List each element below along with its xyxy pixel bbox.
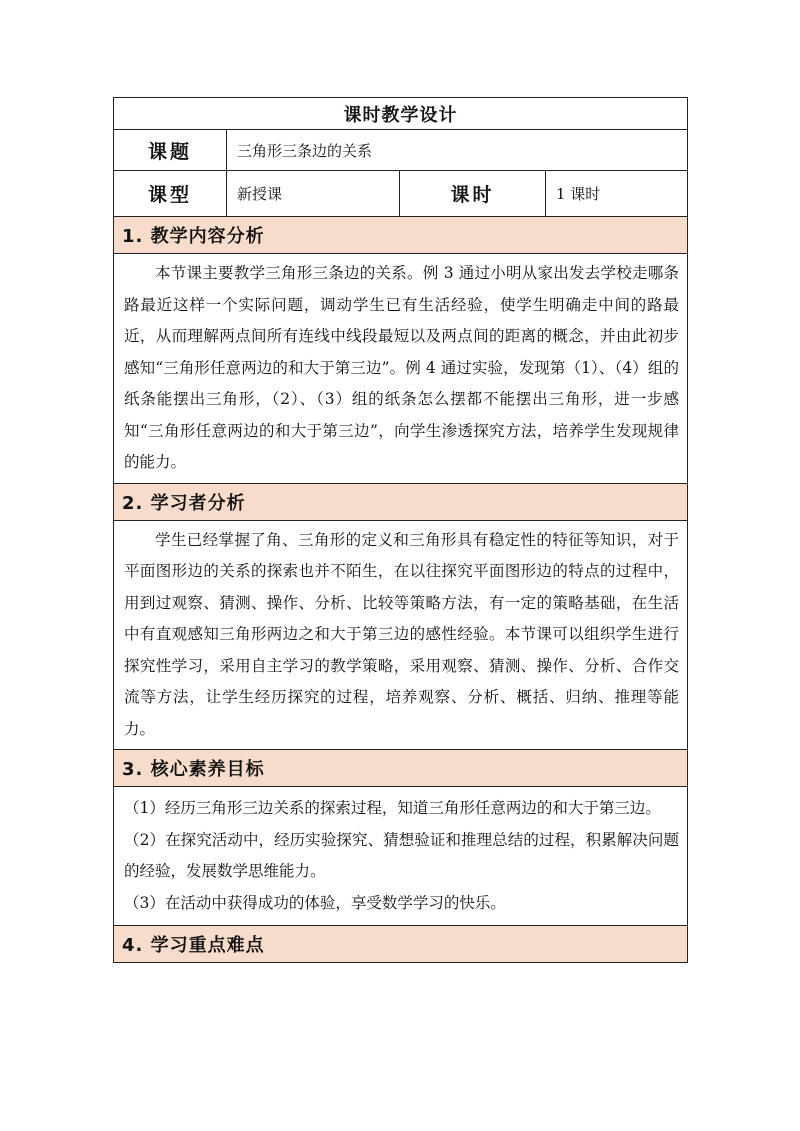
section-body-content-analysis (114, 254, 688, 484)
document-title: 课时教学设计 (114, 98, 688, 130)
lesson-type-label: 课型 (114, 171, 227, 217)
section-body-core-goals (114, 787, 688, 926)
section-heading-core-goals: 3. 核心素养目标 (114, 750, 688, 787)
section-heading-learner-analysis: 2. 学习者分析 (114, 483, 688, 520)
lesson-design-table (113, 97, 688, 963)
goal-item: （3）在活动中获得成功的体验，享受数学学习的快乐。 (124, 893, 506, 912)
lesson-type-value: 新授课 (227, 171, 400, 217)
topic-label: 课题 (114, 130, 227, 171)
class-hours-value: 1 课时 (546, 171, 688, 217)
class-hours-label: 课时 (400, 171, 546, 217)
section-heading-content-analysis: 1. 教学内容分析 (114, 217, 688, 254)
goal-item: （1）经历三角形三边关系的探索过程，知道三角形任意两边的和大于第三边。 (124, 799, 661, 817)
section-heading-key-difficulties: 4. 学习重点难点 (114, 926, 688, 963)
learner-analysis-paragraph: 学生已经掌握了角、三角形的定义和三角形具有稳定性的特征等知识，对于平面图形边的关系的探索也并不陌生，在以往探究平面图形边的特点的过程中，用到过观察、猜测、操作、分析、比较等策略方法，有一定的策略基础，在生活中有直观感知三角形两边之和大于第三边的感性经验。本节课可以组织学生进行探究性学习，采用自主学习的教学策略，采用观察、猜测、操作、分析、合作交流等方法，让学生经历探究的过程，培养观察、分析、概括、归纳、推理等能力。 (124, 530, 679, 738)
section-body-learner-analysis (114, 520, 688, 750)
content-analysis-paragraph: 本节课主要教学三角形三条边的关系。例 3 通过小明从家出发去学校走哪条路最近这样一个实际问题，调动学生已有生活经验，使学生明确走中间的路最近，从而理解两点间所有连线中线段最短以及两点间的距离的概念，并由此初步感知“三角形任意两边的和大于第三边”。例 4 通过实验，发现第（1）、（4）组的纸条能摆出三角形，（2）、（3）组的纸条怎么摆都不能摆出三角形，进一步感知“三角形任意两边的和大于第三边”，向学生渗透探究方法，培养学生发现规律的能力。 (124, 264, 679, 471)
goal-item: （2）在探究活动中，经历实验探究、猜想验证和推理总结的过程，积累解决问题的经验，发展数学思维能力。 (124, 830, 679, 880)
topic-value: 三角形三条边的关系 (227, 130, 688, 171)
